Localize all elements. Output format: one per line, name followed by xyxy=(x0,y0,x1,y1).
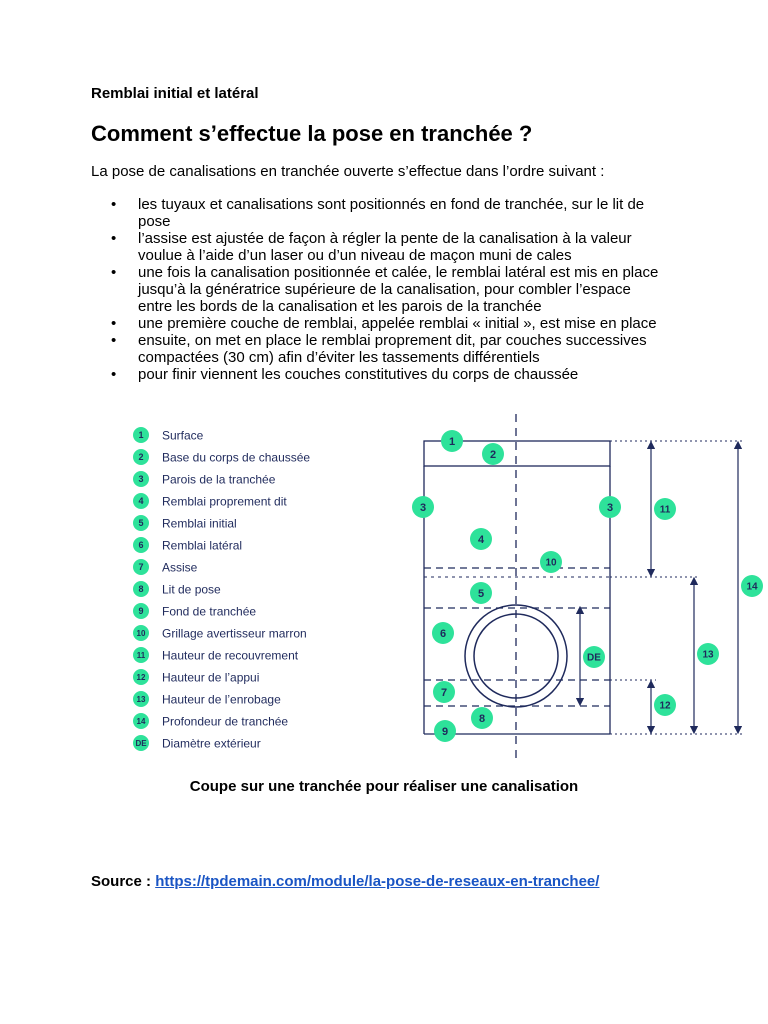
diagram-marker-text: 11 xyxy=(659,504,671,516)
legend-label: Base du corps de chaussée xyxy=(162,450,311,465)
legend-label: Hauteur de recouvrement xyxy=(162,648,299,663)
legend-badge xyxy=(133,691,149,707)
diagram-marker-text: 4 xyxy=(477,533,485,546)
legend-badge xyxy=(133,493,149,509)
legend-badge xyxy=(133,735,149,751)
list-item-line: pour finir viennent les couches constitutives du corps de chaussée xyxy=(138,366,579,383)
legend-badge xyxy=(133,647,149,663)
legend-badge-text: 2 xyxy=(138,452,144,463)
legend-badge xyxy=(133,427,149,443)
legend-label: Assise xyxy=(162,560,198,575)
diagram-marker xyxy=(583,646,605,668)
diagram-marker-text: 13 xyxy=(702,649,714,661)
legend-label: Remblai latéral xyxy=(162,538,243,553)
legend-badge xyxy=(133,603,149,619)
legend-badge xyxy=(133,669,149,685)
legend-badge-text: DE xyxy=(135,738,147,748)
trench-diagram-svg xyxy=(0,400,768,770)
legend-badge xyxy=(133,449,149,465)
list-item xyxy=(138,264,698,315)
section-heading: Remblai initial et latéral xyxy=(91,85,259,102)
list-item xyxy=(138,230,698,264)
legend-label: Hauteur de l’appui xyxy=(162,670,260,685)
legend-badge-text: 1 xyxy=(138,430,144,441)
list-item xyxy=(138,366,698,383)
legend-badge xyxy=(133,625,149,641)
diagram-marker-text: 10 xyxy=(545,557,557,569)
legend-badge-text: 8 xyxy=(138,584,144,595)
legend-label: Fond de tranchée xyxy=(162,604,257,619)
page-title: Comment s’effectue la pose en tranchée ? xyxy=(91,121,533,146)
diagram-marker xyxy=(470,528,492,550)
diagram-marker xyxy=(540,551,562,573)
legend-badge-text: 10 xyxy=(136,628,146,638)
legend-label: Profondeur de tranchée xyxy=(162,714,289,729)
legend-badge xyxy=(133,471,149,487)
legend-badge xyxy=(133,537,149,553)
legend-badge-text: 12 xyxy=(136,672,146,682)
legend-badge-text: 4 xyxy=(138,496,144,507)
legend-label: Hauteur de l’enrobage xyxy=(162,692,281,707)
list-item-line: une première couche de remblai, appelée remblai « initial », est mise en place xyxy=(138,315,657,332)
legend-label: Parois de la tranchée xyxy=(162,472,276,487)
legend-label: Surface xyxy=(162,428,204,443)
list-item-line: une fois la canalisation positionnée et calée, le remblai latéral est mis en place xyxy=(138,264,659,281)
diagram-marker xyxy=(654,498,676,520)
list-item xyxy=(138,196,698,230)
steps-list xyxy=(138,196,698,383)
list-item-line: entre les bords de la canalisation et les parois de la tranchée xyxy=(138,298,542,315)
intro-paragraph: La pose de canalisations en tranchée ouverte s’effectue dans l’ordre suivant : xyxy=(91,163,605,180)
diagram-marker xyxy=(741,575,763,597)
legend-badge xyxy=(133,713,149,729)
legend-badge-text: 14 xyxy=(136,716,146,726)
diagram-marker xyxy=(434,720,456,742)
diagram-marker-text: 3 xyxy=(419,501,427,514)
legend-badge-text: 5 xyxy=(138,518,144,529)
legend-badge-text: 11 xyxy=(136,650,146,660)
legend-badge xyxy=(133,559,149,575)
list-item xyxy=(138,315,698,332)
legend-badge-text: 6 xyxy=(138,540,144,551)
diagram-marker xyxy=(441,430,463,452)
legend-label: Grillage avertisseur marron xyxy=(162,626,307,641)
source-label: Source : xyxy=(91,873,156,890)
diagram-marker xyxy=(599,496,621,518)
source-link[interactable]: https://tpdemain.com/module/la-pose-de-reseaux-en-tranchee/ xyxy=(155,873,600,890)
diagram-marker-text: 3 xyxy=(606,501,614,514)
legend-label: Remblai initial xyxy=(162,516,237,531)
legend-label: Lit de pose xyxy=(162,582,221,597)
legend-badge-text: 3 xyxy=(138,474,144,485)
diagram-marker xyxy=(412,496,434,518)
list-item-line: les tuyaux et canalisations sont positionnés en fond de tranchée, sur le lit de xyxy=(138,196,645,213)
diagram-marker xyxy=(482,443,504,465)
legend-badge xyxy=(133,515,149,531)
diagram-marker xyxy=(471,707,493,729)
diagram-legend xyxy=(133,427,310,751)
diagram-marker xyxy=(432,622,454,644)
diagram-marker-text: 7 xyxy=(440,686,448,699)
diagram-marker xyxy=(654,694,676,716)
list-item-line: l’assise est ajustée de façon à régler la pente de la canalisation à la valeur xyxy=(138,230,632,247)
diagram-marker xyxy=(470,582,492,604)
list-item-line: ensuite, on met en place le remblai proprement dit, par couches successives xyxy=(138,332,647,349)
diagram-marker-text: 6 xyxy=(439,627,447,640)
diagram-marker-text: 12 xyxy=(659,700,671,712)
diagram-marker-text: 9 xyxy=(441,725,449,738)
figure-caption: Coupe sur une tranchée pour réaliser une canalisation xyxy=(189,778,579,795)
list-item-line: voulue à l’aide d’un laser ou d’un niveau de maçon muni de cales xyxy=(138,247,572,264)
legend-badge-text: 7 xyxy=(138,562,144,573)
diagram-markers xyxy=(412,430,763,742)
legend-badge-text: 9 xyxy=(138,606,144,617)
trench-diagram xyxy=(0,400,768,770)
list-item xyxy=(138,332,698,366)
list-item-line: pose xyxy=(138,213,171,230)
source-line xyxy=(91,873,599,890)
list-item-line: jusqu’à la génératrice supérieure de la canalisation, pour combler l’espace xyxy=(138,281,631,298)
diagram-marker-text: 5 xyxy=(477,587,485,600)
diagram-marker-text: 14 xyxy=(746,581,758,593)
diagram-marker xyxy=(697,643,719,665)
diagram-marker xyxy=(433,681,455,703)
diagram-marker-text: DE xyxy=(587,652,601,664)
legend-label: Diamètre extérieur xyxy=(162,736,261,751)
diagram-marker-text: 2 xyxy=(489,448,497,461)
list-item-line: compactées (30 cm) afin d’éviter les tassements différentiels xyxy=(138,349,540,366)
diagram-marker-text: 1 xyxy=(448,435,456,448)
legend-badge-text: 13 xyxy=(136,694,146,704)
legend-badge xyxy=(133,581,149,597)
diagram-marker-text: 8 xyxy=(478,712,486,725)
legend-label: Remblai proprement dit xyxy=(162,494,287,509)
